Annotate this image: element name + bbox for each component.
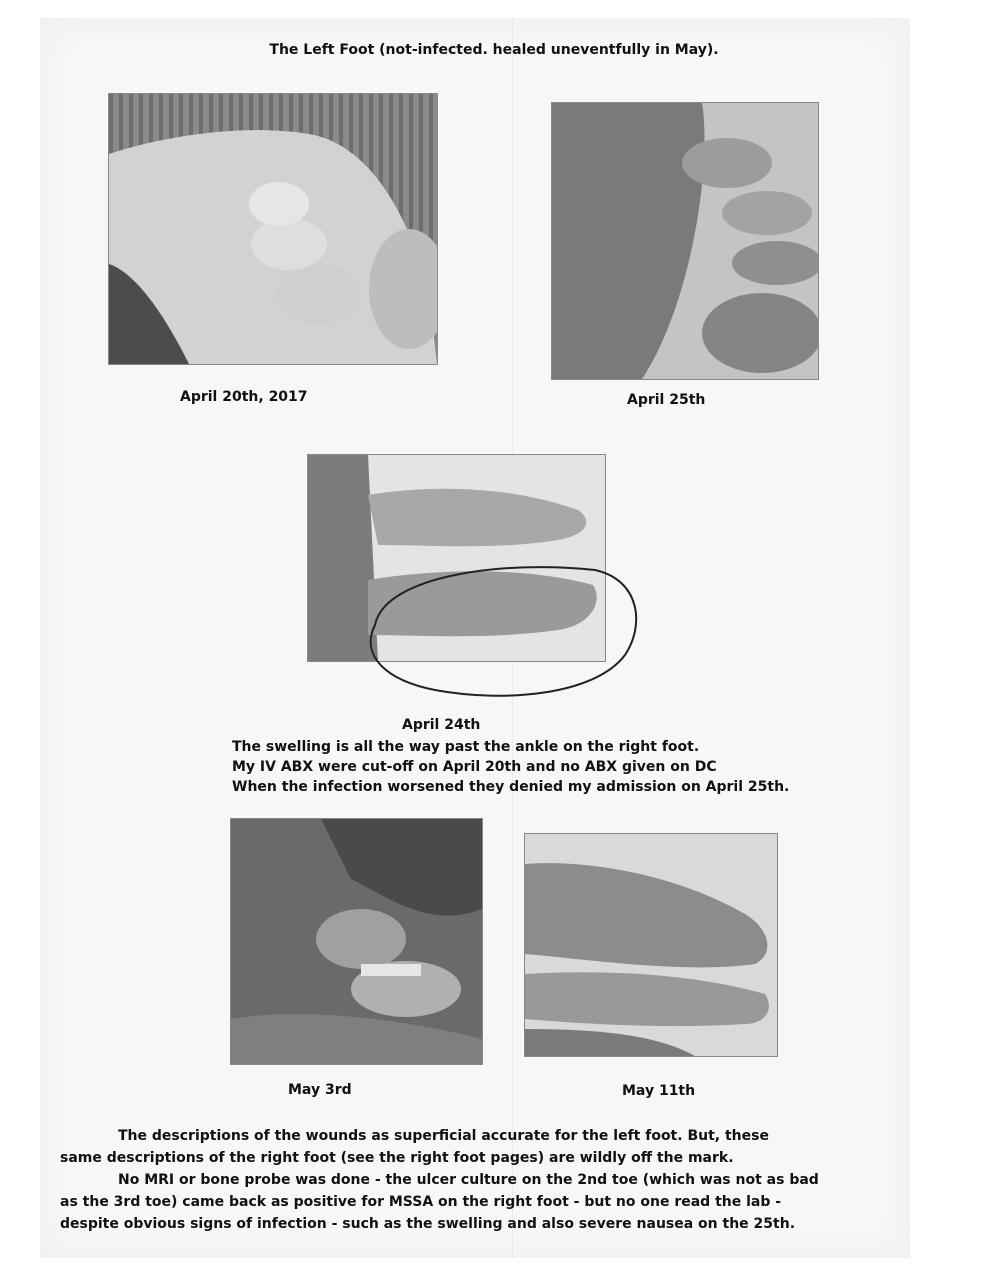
photo-may-3 [230,818,483,1065]
caption-april-20: April 20th, 2017 [180,389,308,405]
note-line: The descriptions of the wounds as superficial accurate for the left foot. But, these [118,1128,769,1144]
caption-april-25: April 25th [627,392,706,408]
photo-may-11 [524,833,778,1057]
photo-april-20 [108,93,438,365]
april-24-notes [232,737,872,797]
page-title: The Left Foot (not-infected. healed uneventfully in May). [269,42,719,58]
note-line: despite obvious signs of infection - such as the swelling and also severe nausea on the 25th. [60,1216,796,1232]
bottom-notes [60,1125,890,1235]
note-line: as the 3rd toe) came back as positive for MSSA on the right foot - but no one read the lab - [60,1194,782,1210]
note-line: same descriptions of the right foot (see the right foot pages) are wildly off the mark. [60,1150,734,1166]
caption-may-11: May 11th [622,1083,696,1099]
caption-april-24: April 24th [402,717,481,733]
foot-photo-image [552,103,818,379]
note-line: When the infection worsened they denied my admission on April 25th. [232,779,790,795]
hand-drawn-circle [355,555,645,705]
photo-april-25 [551,102,819,380]
note-line: My IV ABX were cut-off on April 20th and no ABX given on DC [232,759,717,775]
foot-photo-image [109,94,437,364]
caption-may-3: May 3rd [288,1082,352,1098]
note-line: The swelling is all the way past the ankle on the right foot. [232,739,700,755]
note-line: No MRI or bone probe was done - the ulcer culture on the 2nd toe (which was not as bad [118,1172,819,1188]
foot-photo-image [525,834,777,1056]
foot-photo-image [231,819,482,1064]
